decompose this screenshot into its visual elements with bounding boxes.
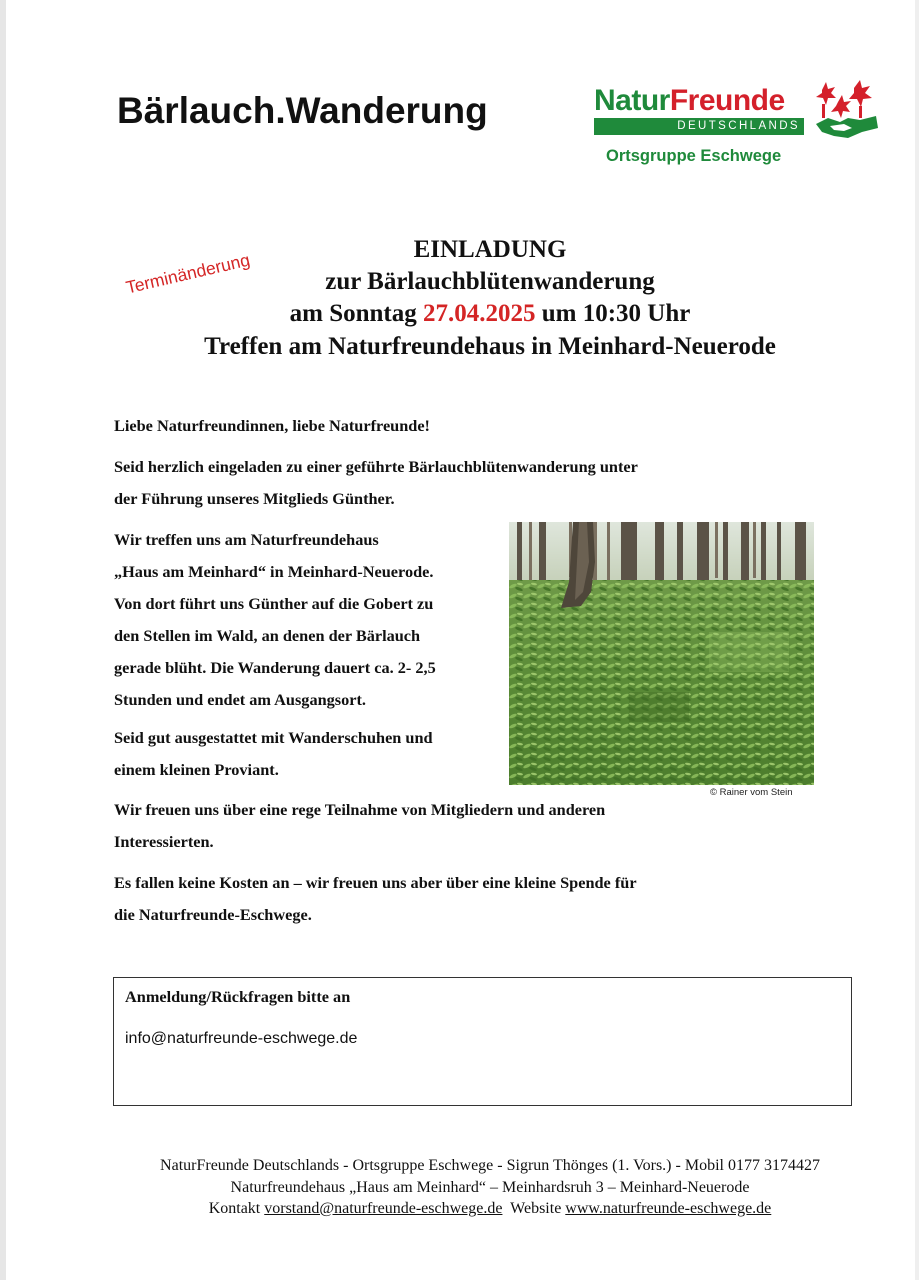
- paragraph-2-line-5: gerade blüht. Die Wanderung dauert ca. 2- 2,5: [114, 658, 436, 677]
- paragraph-2-line-1: Wir treffen uns am Naturfreundehaus: [114, 530, 379, 549]
- logo-wordmark: [594, 84, 785, 118]
- invitation-date-line: [180, 300, 800, 328]
- paragraph-1-line-1: Seid herzlich eingeladen zu einer geführte Bärlauchblütenwanderung unter: [114, 457, 638, 476]
- page-edge-left: [0, 0, 6, 1280]
- invitation-date: 27.04.2025: [423, 300, 536, 327]
- footer-website-link[interactable]: www.naturfreunde-eschwege.de: [565, 1200, 772, 1217]
- invitation-date-prefix: am Sonntag: [289, 300, 423, 327]
- footer-line-2: Naturfreundehaus „Haus am Meinhard“ – Meinhardsruh 3 – Meinhard-Neuerode: [230, 1179, 750, 1196]
- paragraph-3-line-1: Seid gut ausgestattet mit Wanderschuhen und: [114, 728, 433, 747]
- page-edge-right: [915, 0, 919, 1280]
- date-change-stamp: Terminänderung: [124, 249, 252, 298]
- greeting: Liebe Naturfreundinnen, liebe Naturfreunde!: [114, 416, 430, 435]
- paragraph-5-line-1: Es fallen keine Kosten an – wir freuen uns aber über eine kleine Spende für: [114, 873, 637, 892]
- invitation-time: um 10:30 Uhr: [535, 300, 691, 327]
- registration-email[interactable]: info@naturfreunde-eschwege.de: [125, 1030, 358, 1047]
- naturfreunde-emblem-icon: [814, 80, 880, 142]
- logo-word-natur: Natur: [594, 84, 670, 117]
- paragraph-2-line-4: den Stellen im Wald, an denen der Bärlauch: [114, 626, 421, 645]
- paragraph-4-line-2: Interessierten.: [114, 832, 214, 851]
- footer-line-3: [60, 1200, 919, 1218]
- paragraph-1-line-2: der Führung unseres Mitglieds Günther.: [114, 489, 395, 508]
- paragraph-4-line-1: Wir freuen uns über eine rege Teilnahme von Mitgliedern und anderen: [114, 800, 606, 819]
- registration-box: [113, 977, 852, 1106]
- photo-credit: © Rainer vom Stein: [710, 787, 793, 798]
- paragraph-3-line-2: einem kleinen Proviant.: [114, 760, 279, 779]
- document-title: Bärlauch.Wanderung: [117, 90, 488, 131]
- invitation-heading: EINLADUNG: [413, 236, 567, 263]
- invitation-meeting-point: Treffen am Naturfreundehaus in Meinhard-Neuerode: [204, 333, 776, 360]
- registration-title: Anmeldung/Rückfragen bitte an: [125, 987, 351, 1006]
- logo-word-freunde: Freunde: [669, 84, 785, 117]
- logo-bar: [594, 118, 804, 135]
- footer-website-label: Website: [502, 1200, 566, 1217]
- footer-contact-email-link[interactable]: vorstand@naturfreunde-eschwege.de: [264, 1200, 503, 1217]
- logo-group-name: Ortsgruppe Eschwege: [606, 147, 782, 165]
- paragraph-2-line-2: „Haus am Meinhard“ in Meinhard-Neuerode.: [114, 562, 434, 581]
- naturfreunde-logo: [592, 80, 882, 170]
- logo-subline: DEUTSCHLANDS: [677, 120, 800, 132]
- paragraph-2-line-3: Von dort führt uns Günther auf die Gobert zu: [114, 594, 434, 613]
- invitation-subject: zur Bärlauchblütenwanderung: [325, 268, 655, 295]
- footer-line-1: NaturFreunde Deutschlands - Ortsgruppe Eschwege - Sigrun Thönges (1. Vors.) - Mobil 0177 3174427: [160, 1157, 820, 1174]
- wild-garlic-forest-photo: [509, 522, 814, 785]
- paragraph-2-line-6: Stunden und endet am Ausgangsort.: [114, 690, 366, 709]
- footer-contact-label: Kontakt: [208, 1200, 265, 1217]
- paragraph-5-line-2: die Naturfreunde-Eschwege.: [114, 905, 312, 924]
